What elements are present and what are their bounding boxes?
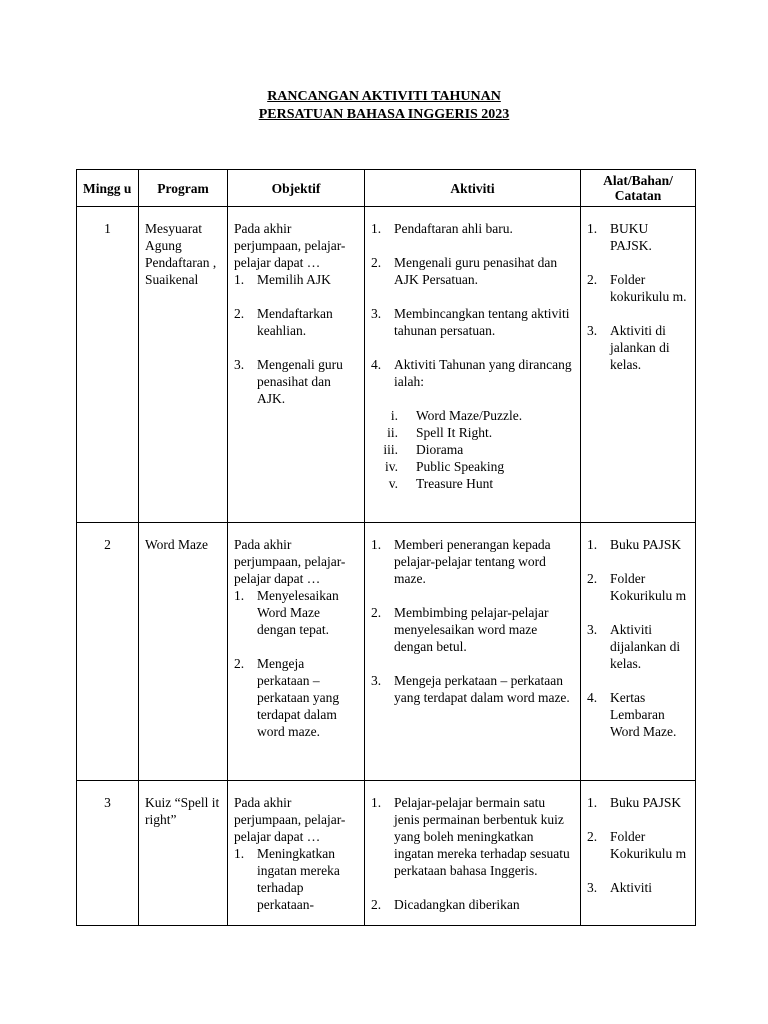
week-cell: 3 — [77, 781, 139, 926]
list-item: 2. Folder Kokurikulu m — [587, 829, 687, 861]
document-title-line2: PERSATUAN BAHASA INGGERIS 2023 — [258, 107, 510, 122]
header-materials: Alat/Bahan/ Catatan — [581, 170, 696, 207]
week-cell: 1 — [77, 207, 139, 523]
list-item: 2. Mengenali guru penasihat dan AJK Persatuan. — [371, 255, 558, 287]
list-item: 2. Mendaftarkan keahlian. — [234, 306, 333, 338]
objective-cell — [228, 781, 365, 926]
program-cell: Kuiz “Spell it right” — [139, 781, 228, 926]
document-title-line1: RANCANGAN AKTIVITI TAHUNAN — [267, 89, 501, 104]
activity-cell — [365, 523, 581, 781]
sub-list-item: v. Treasure Hunt — [388, 476, 494, 491]
list-item: 4. Aktiviti Tahunan yang dirancang ialah: i. Word Maze/Puzzle. ii. Spell It Right. iii. Diorama iv. Public Speaking v. Treasure Hunt — [371, 356, 574, 492]
header-activity: Aktiviti — [365, 170, 581, 207]
list-item: 1. Buku PAJSK — [587, 795, 682, 810]
program-cell: Word Maze — [139, 523, 228, 781]
table-row — [77, 781, 696, 926]
list-item: 1. BUKU PAJSK. — [587, 221, 652, 253]
list-item: 3. Aktiviti di jalankan di kelas. — [587, 323, 670, 372]
activity-cell — [365, 781, 581, 926]
objective-intro: Pada akhir perjumpaan, pelajar-pelajar dapat … — [234, 537, 346, 586]
list-item: 3. Aktiviti dijalankan di kelas. — [587, 622, 681, 671]
program-cell: Mesyuarat Agung Pendaftaran , Suaikenal — [139, 207, 228, 523]
list-item: 1. Pelajar-pelajar bermain satu jenis permainan berbentuk kuiz yang boleh meningkatkan ingatan mereka terhadap sesuatu perkataan bahasa Inggeris. — [371, 795, 570, 878]
activity-plan-table — [76, 169, 696, 926]
objective-intro: Pada akhir perjumpaan, pelajar-pelajar dapat … — [234, 795, 346, 844]
list-item: 3. Membincangkan tentang aktiviti tahunan persatuan. — [371, 306, 570, 338]
list-item: 2. Folder Kokurikulu m — [587, 571, 687, 603]
list-item: 1. Memilih AJK — [234, 272, 331, 287]
list-item: 1. Pendaftaran ahli baru. — [371, 221, 513, 236]
header-row — [77, 170, 696, 207]
objective-cell — [228, 523, 365, 781]
list-item: 2. Dicadangkan diberikan — [371, 897, 520, 912]
materials-cell — [581, 523, 696, 781]
sub-list-item: iv. Public Speaking — [385, 459, 505, 474]
materials-cell — [581, 781, 696, 926]
objective-intro: Pada akhir perjumpaan, pelajar-pelajar dapat … — [234, 221, 346, 270]
list-item: 4. Kertas Lembaran Word Maze. — [587, 690, 677, 739]
list-item: 1. Menyelesaikan Word Maze dengan tepat. — [234, 588, 339, 637]
materials-cell — [581, 207, 696, 523]
objective-cell — [228, 207, 365, 523]
list-item: 2. Membimbing pelajar-pelajar menyelesaikan word maze dengan betul. — [371, 605, 549, 654]
list-item: 3. Mengenali guru penasihat dan AJK. — [234, 357, 343, 406]
sub-list-item: iii. Diorama — [383, 442, 464, 457]
activity-cell — [365, 207, 581, 523]
list-item: 1. Meningkatkan ingatan mereka terhadap perkataan- — [234, 846, 340, 912]
table-row — [77, 207, 696, 523]
week-cell: 2 — [77, 523, 139, 781]
header-objective: Objektif — [228, 170, 365, 207]
list-item: 1. Memberi penerangan kepada pelajar-pelajar tentang word maze. — [371, 537, 551, 586]
list-item: 3. Aktiviti — [587, 880, 653, 895]
list-item: 2. Folder kokurikulu m. — [587, 272, 687, 304]
sub-list-item: ii. Spell It Right. — [387, 425, 493, 440]
list-item: 1. Buku PAJSK — [587, 537, 682, 552]
header-week: Mingg u — [77, 170, 139, 207]
header-program: Program — [139, 170, 228, 207]
table-row — [77, 523, 696, 781]
sub-list-item: i. Word Maze/Puzzle. — [390, 408, 523, 423]
list-item: 3. Mengeja perkataan – perkataan yang terdapat dalam word maze. — [371, 673, 570, 705]
list-item: 2. Mengeja perkataan – perkataan yang terdapat dalam word maze. — [234, 656, 340, 739]
